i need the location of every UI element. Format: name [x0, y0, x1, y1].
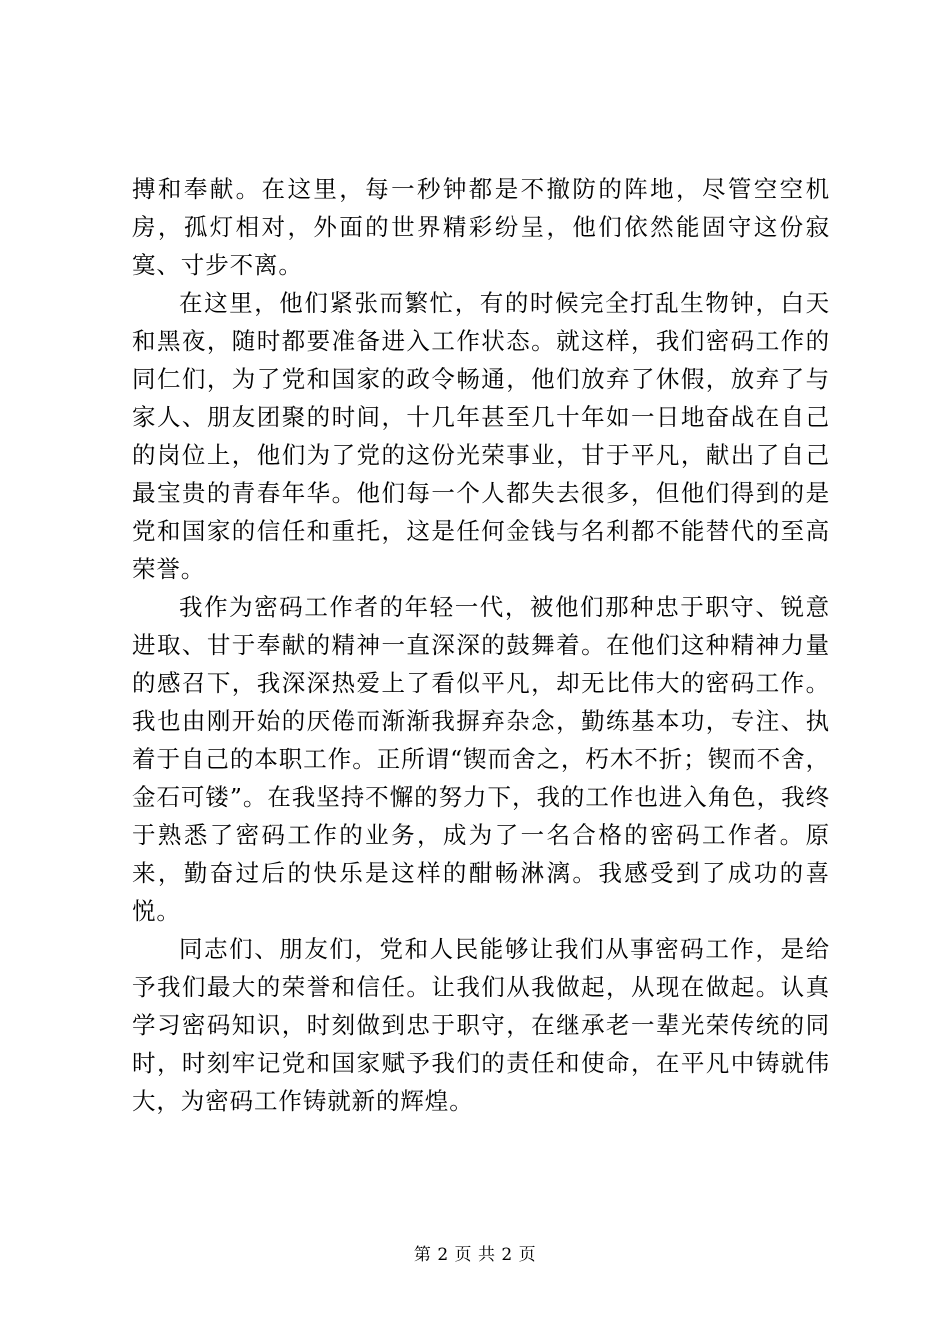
page-number-footer: 第 2 页 共 2 页: [413, 1245, 537, 1265]
paragraph: 我作为密码工作者的年轻一代，被他们那种忠于职守、锐意进取、甘于奉献的精神一直深深的鼓舞着。在他们这种精神力量的感召下，我深深热爱上了看似平凡，却无比伟大的密码工作。我也由刚开始的厌倦而渐渐我摒弃杂念，勤练基本功，专注、执着于自己的本职工作。正所谓“锲而舍之，朽木不折；锲而不舍，金石可镂”。在我坚持不懈的努力下，我的工作也进入角色，我终于熟悉了密码工作的业务，成为了一名合格的密码工作者。原来，勤奋过后的快乐是这样的酣畅淋漓。我感受到了成功的喜悦。: [132, 593, 830, 925]
paragraph: 在这里，他们紧张而繁忙，有的时候完全打乱生物钟，白天和黑夜，随时都要准备进入工作状态。就这样，我们密码工作的同仁们，为了党和国家的政令畅通，他们放弃了休假，放弃了与家人、朋友团聚的时间，十几年甚至几十年如一日地奋战在自己的岗位上，他们为了党的这份光荣事业，甘于平凡，献出了自己最宝贵的青春年华。他们每一个人都失去很多，但他们得到的是党和国家的信任和重托，这是任何金钱与名利都不能替代的至高荣誉。: [132, 289, 830, 583]
paragraph: 同志们、朋友们，党和人民能够让我们从事密码工作，是给予我们最大的荣誉和信任。让我们从我做起，从现在做起。认真学习密码知识，时刻做到忠于职守，在继承老一辈光荣传统的同时，时刻牢记党和国家赋予我们的责任和使命，在平凡中铸就伟大，为密码工作铸就新的辉煌。: [132, 935, 830, 1115]
paragraph: 搏和奉献。在这里，每一秒钟都是不撤防的阵地，尽管空空机房，孤灯相对，外面的世界精彩纷呈，他们依然能固守这份寂寞、寸步不离。: [132, 175, 830, 279]
document-body: [132, 170, 830, 1120]
